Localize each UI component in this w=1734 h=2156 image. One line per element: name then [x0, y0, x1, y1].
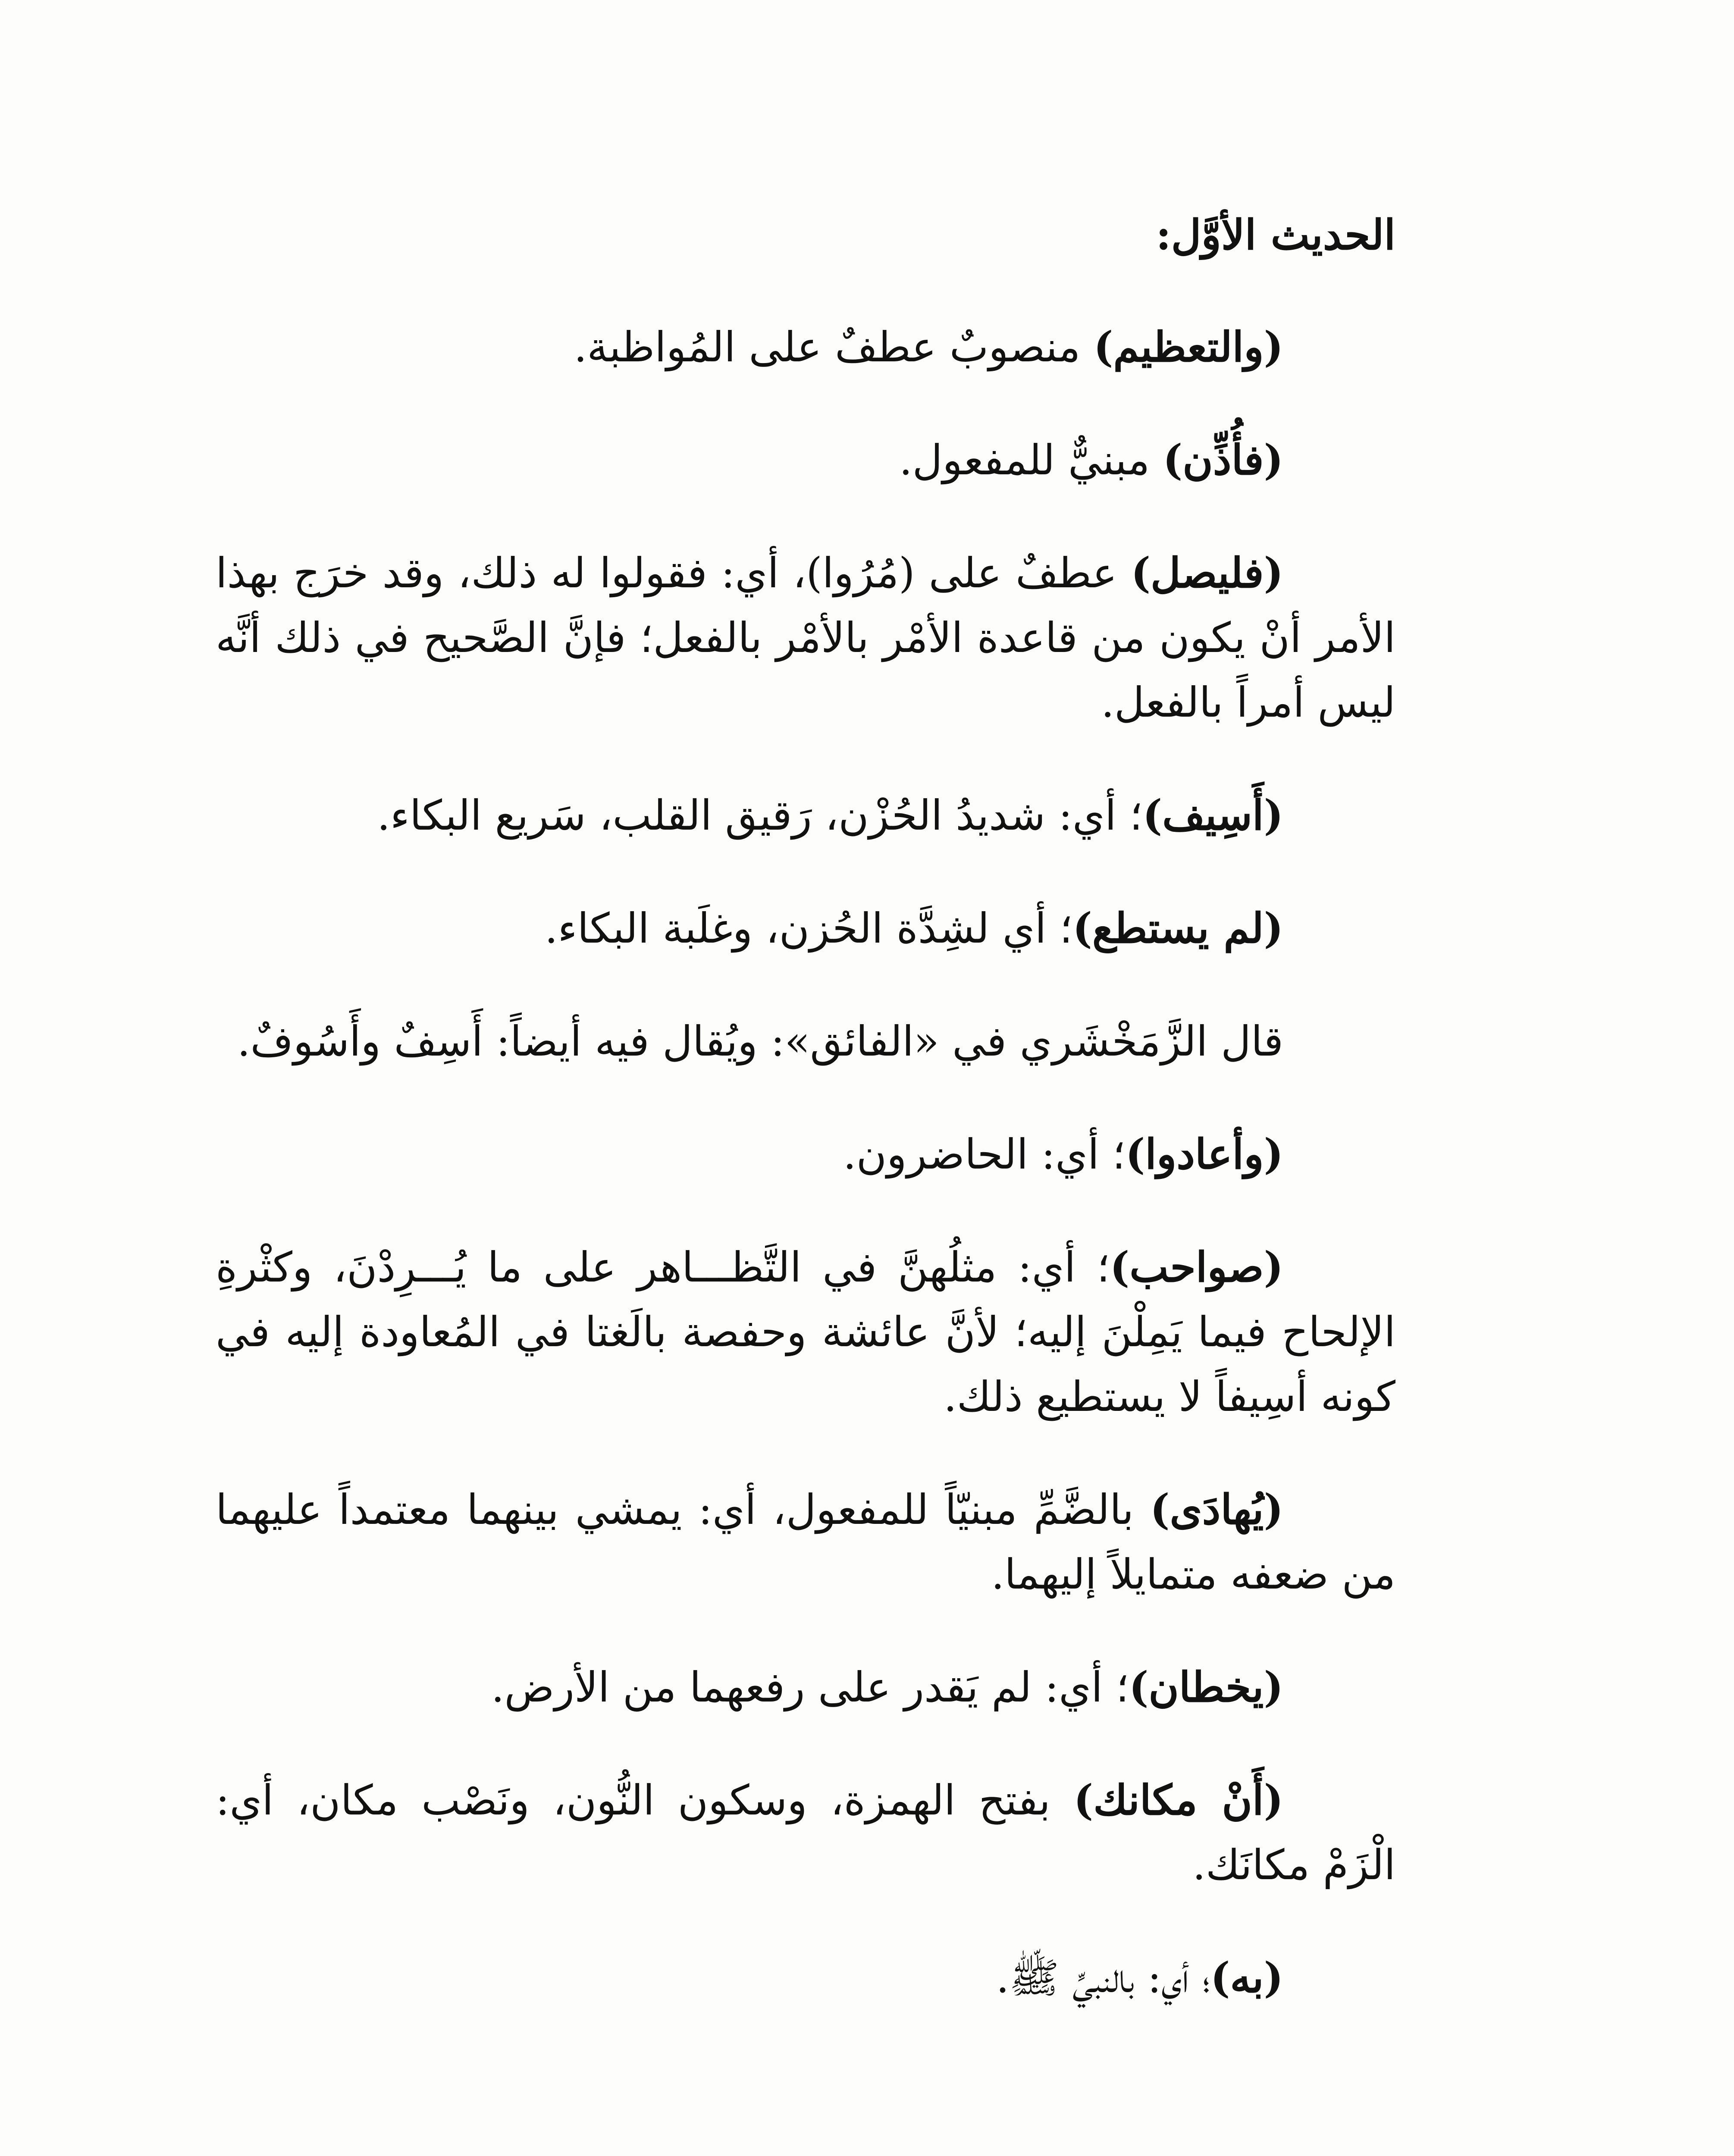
- paragraph: [216, 315, 1395, 379]
- paragraph-text: ؛ أي: مثلُهنَّ في التَّظـــاهر على ما يُـــرِدْنَ، وكثْرةِ الإلحاح فيما يَمِلْنَ إليه؛ لأنَّ عائشة وحفصة بالَغتا في المُعاودة إليه في كونه أسِيفاً لا يستطيع ذلك.: [216, 1243, 1395, 1421]
- paragraph-term: (أَسِيف): [1142, 791, 1283, 840]
- paragraph: [216, 783, 1395, 848]
- paragraph-term: (لم يستطع): [1072, 904, 1283, 953]
- paragraph-text: مبنيٌّ للمفعول.: [899, 436, 1163, 484]
- paragraph-term: (وأعادوا): [1125, 1130, 1283, 1178]
- paragraph-term: (فأُذِّن): [1163, 436, 1283, 484]
- paragraph-term: (يخطان): [1129, 1663, 1283, 1711]
- paragraph: [216, 1235, 1395, 1429]
- paragraph-term: (فليصل): [1131, 548, 1283, 597]
- paragraph-term: (أَنْ مكانك): [1073, 1776, 1284, 1824]
- paragraph-text: ؛ أي: الحاضرون.: [843, 1130, 1126, 1178]
- paragraph-text: ؛ أي: بالنبيِّ ﷺ.: [996, 1954, 1210, 2002]
- section-heading: الحديث الأوَّل:: [1156, 210, 1395, 259]
- paragraph-term: (والتعظيم): [1093, 323, 1283, 371]
- paragraph: [216, 1009, 1395, 1074]
- page-body: [216, 203, 1395, 2059]
- paragraph-term: (يُهادَى): [1150, 1485, 1283, 1534]
- paragraph: [216, 541, 1395, 735]
- paragraph-text: ؛ أي: شديدُ الحُزْن، رَقيق القلب، سَريع البكاء.: [377, 791, 1143, 840]
- paragraph-text: ؛ أي: لم يَقدر على رفعهما من الأرض.: [491, 1663, 1129, 1711]
- paragraph-text: قال الزَّمَخْشَري في «الفائق»: ويُقال فيه أيضاً: أَسِفٌ وأَسُوفٌ.: [237, 1017, 1283, 1065]
- paragraph: [216, 1768, 1395, 1897]
- paragraph-text: بالضَّمِّ مبنيّاً للمفعول، أي: يمشي بينهما معتمداً عليهما من ضعفه متمايلاً إليهما.: [216, 1485, 1395, 1598]
- paragraph: [216, 1122, 1395, 1187]
- paragraph-term: (به): [1210, 1953, 1283, 2002]
- paragraph: [216, 1477, 1395, 1607]
- paragraph-text: عطفٌ على (مُرُوا)، أي: فقولوا له ذلك، وقد خرَج بهذا الأمر أنْ يكون من قاعدة الأمْر بالأمْر بالفعل؛ فإنَّ الصَّحيح في ذلك أنَّه ليس أمراً بالفعل.: [216, 549, 1395, 727]
- paragraph: [216, 896, 1395, 961]
- paragraph-term: (صواحب): [1110, 1243, 1283, 1291]
- paragraph-text: منصوبٌ عطفٌ على المُواظبة.: [574, 323, 1094, 371]
- paragraph: [216, 428, 1395, 492]
- paragraph-text: ؛ أي لشِدَّة الحُزن، وغلَبة البكاء.: [545, 904, 1073, 953]
- paragraph: [216, 1655, 1395, 1720]
- paragraph-text: بفتح الهمزة، وسكون النُّون، ونَصْب مكان، أي: الْزَمْ مكانَك.: [216, 1776, 1395, 1889]
- paragraph: [216, 1946, 1395, 2010]
